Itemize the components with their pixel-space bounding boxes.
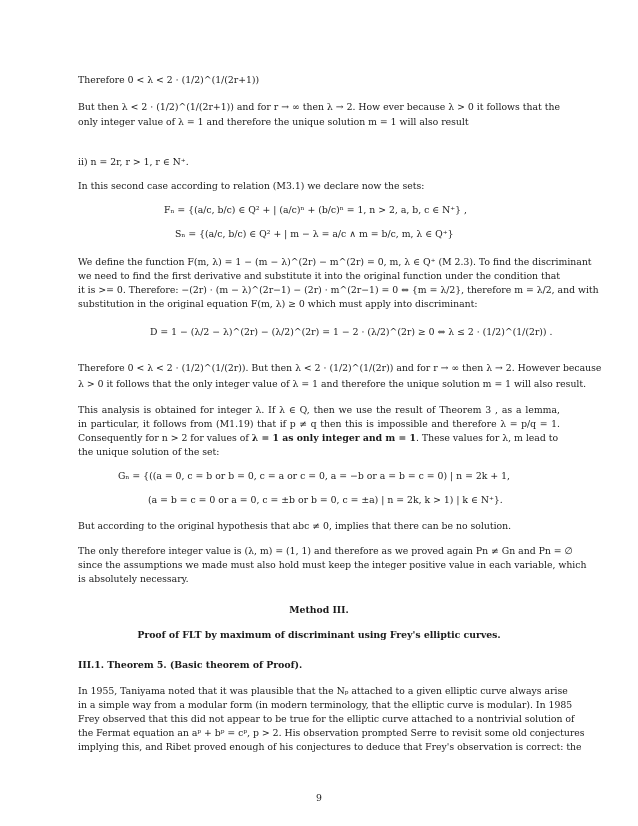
equation-gn: Gₙ = {((a = 0, c = b or b = 0, c = a or c = 0, a = −b or a = b = c = 0) | n = 2k + 1, (118, 471, 510, 482)
text-line: This analysis is obtained for integer λ. If λ ∈ Q, then we use the result of Theorem 3 , as a lemma, (78, 405, 560, 416)
text-line: we need to find the first derivative and substitute it into the original function under the condition that (78, 271, 560, 282)
text-line: substitution in the original equation F(m, λ) ≥ 0 which must apply into discriminant: (78, 299, 478, 310)
equation-discriminant: D = 1 − (λ/2 − λ)^(2r) − (λ/2)^(2r) = 1 − 2 · (λ/2)^(2r) ≥ 0 ⇔ λ ≤ 2 · (1/2)^(1/(2r)) . (150, 327, 553, 338)
text-line: only integer value of λ = 1 and therefore the unique solution m = 1 will also result (78, 117, 469, 128)
text-line: But according to the original hypothesis that abc ≠ 0, implies that there can be no solution. (78, 521, 512, 532)
text-line: the unique solution of the set: (78, 447, 220, 458)
text-line: The only therefore integer value is (λ, m) = (1, 1) and therefore as we proved again Pn ≠ Gn and Pn = ∅ (78, 546, 573, 557)
equation-gn-cont: (a = b = c = 0 or a = 0, c = ±b or b = 0, c = ±a) | n = 2k, k > 1) | k ∈ N⁺}. (148, 495, 503, 506)
text-line: it is >= 0. Therefore: −(2r) · (m − λ)^(2r−1) − (2r) · m^(2r−1) = 0 ⇔ {m = λ/2}, therefore m = λ/2, and with (78, 285, 599, 296)
equation-sn: Sₙ = {(a/c, b/c) ∈ Q² + | m − λ = a/c ∧ m = b/c, m, λ ∈ Q⁺} (175, 229, 454, 240)
text-span: . These values for λ, m lead to (416, 433, 559, 444)
page-number: 9 (316, 793, 322, 804)
text-line: In this second case according to relation (M3.1) we declare now the sets: (78, 181, 425, 192)
text-line: Therefore 0 < λ < 2 · (1/2)^(1/(2r)). But then λ < 2 · (1/2)^(1/(2r)) and for r → ∞ then λ → 2. However because (78, 363, 602, 374)
case-heading: ii) n = 2r, r > 1, r ∈ N⁺. (78, 157, 189, 168)
text-line: implying this, and Ribet proved enough of his conjectures to deduce that Frey's observation is correct: the (78, 742, 582, 753)
text-line: the Fermat equation an aᵖ + bᵖ = cᵖ, p > 2. His observation prompted Serre to revisit some old conjectures (78, 728, 585, 739)
equation-fn: Fₙ = {(a/c, b/c) ∈ Q² + | (a/c)ⁿ + (b/c)ⁿ = 1, n > 2, a, b, c ∈ N⁺} , (164, 205, 467, 216)
section-subheading: Proof of FLT by maximum of discriminant using Frey's elliptic curves. (137, 630, 501, 641)
text-line: in particular, it follows from (M1.19) that if p ≠ q then this is impossible and therefore λ = p/q = 1. (78, 419, 560, 430)
bold-emphasis: λ = 1 as only integer and m = 1 (251, 433, 416, 444)
text-line (78, 432, 560, 445)
text-line: In 1955, Taniyama noted that it was plausible that the Nₚ attached to a given elliptic curve always arise (78, 686, 568, 697)
text-line: in a simple way from a modular form (in modern terminology, that the elliptic curve is modular). In 1985 (78, 700, 573, 711)
text-line: Frey observed that this did not appear to be true for the elliptic curve attached to a nontrivial solution of (78, 714, 575, 725)
text-line: Therefore 0 < λ < 2 · (1/2)^(1/(2r+1)) (78, 75, 260, 86)
text-line: We define the function F(m, λ) = 1 − (m − λ)^(2r) − m^(2r) = 0, m, λ ∈ Q⁺ (M 2.3). To find the discriminant (78, 257, 592, 268)
text-line: λ > 0 it follows that the only integer value of λ = 1 and therefore the unique solution m = 1 will also result. (78, 379, 587, 390)
text-line: But then λ < 2 · (1/2)^(1/(2r+1)) and for r → ∞ then λ → 2. How ever because λ > 0 it follows that the (78, 102, 560, 113)
section-heading: Method III. (289, 605, 349, 616)
text-span: Consequently for n > 2 for values of (78, 433, 252, 444)
text-line: is absolutely necessary. (78, 574, 189, 585)
text-line: since the assumptions we made must also hold must keep the integer positive value in each variable, which (78, 560, 587, 571)
theorem-heading: III.1. Theorem 5. (Basic theorem of Proof). (78, 660, 303, 671)
